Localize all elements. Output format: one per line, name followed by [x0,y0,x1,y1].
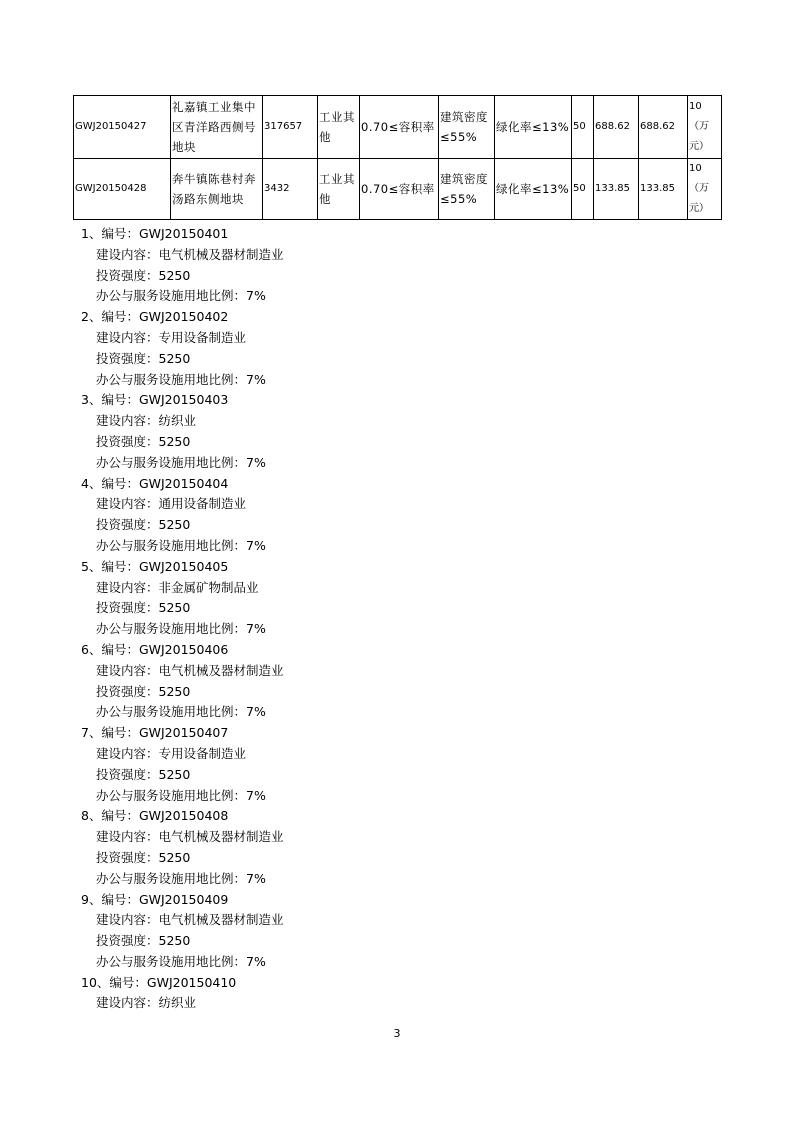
plot-use-cell: 工业其他 [318,96,360,159]
item-content: 建设内容：电气机械及器材制造业 [96,246,284,262]
plot-years-cell: 50 [572,96,594,159]
item-number: 7、编号：GWJ20150407 [81,725,229,741]
item-intensity: 投资强度：5250 [96,766,191,782]
plot-id-cell: GWJ20150428 [74,159,171,220]
item-intensity: 投资强度：5250 [96,433,191,449]
item-intensity: 投资强度：5250 [96,849,191,865]
item-intensity: 投资强度：5250 [96,933,191,949]
item-number: 9、编号：GWJ20150409 [81,891,229,907]
plot-deposit-cell: 10（万元） [688,159,722,220]
table-row [74,159,722,220]
item-number: 5、编号：GWJ20150405 [81,558,229,574]
plot-location-cell: 奔牛镇陈巷村奔汤路东侧地块 [171,159,263,220]
item-intensity: 投资强度：5250 [96,600,191,616]
item-content: 建设内容：纺织业 [96,413,197,429]
item-content: 建设内容：电气机械及器材制造业 [96,912,284,928]
plot-area-cell: 317657 [263,96,318,159]
item-ratio: 办公与服务设施用地比例：7% [96,288,266,304]
item-content: 建设内容：非金属矿物制品业 [96,579,259,595]
plot-density-cell: 建筑密度≤55% [439,96,495,159]
item-number: 8、编号：GWJ20150408 [81,808,229,824]
plot-id-cell: GWJ20150427 [74,96,171,159]
item-ratio: 办公与服务设施用地比例：7% [96,953,266,969]
item-number: 4、编号：GWJ20150404 [81,475,229,491]
item-content: 建设内容：电气机械及器材制造业 [96,662,284,678]
item-ratio: 办公与服务设施用地比例：7% [96,787,266,803]
item-content: 建设内容：专用设备制造业 [96,329,247,345]
item-intensity: 投资强度：5250 [96,517,191,533]
plot-requirements-list [0,224,794,1014]
item-ratio: 办公与服务设施用地比例：7% [96,537,266,553]
item-number: 1、编号：GWJ20150401 [81,226,229,241]
item-intensity: 投资强度：5250 [96,350,191,366]
plot-price2-cell: 133.85 [639,159,688,220]
item-content: 建设内容：专用设备制造业 [96,745,247,761]
plot-density-cell: 建筑密度≤55% [439,159,495,220]
plot-use-cell: 工业其他 [318,159,360,220]
item-number: 2、编号：GWJ20150402 [81,309,229,325]
plot-location-cell: 礼嘉镇工业集中区青洋路西侧号地块 [171,96,263,159]
land-plot-table [73,95,722,220]
plot-far-cell: 0.70≤容积率 [360,96,439,159]
item-number: 3、编号：GWJ20150403 [81,392,229,408]
plot-deposit-cell: 10（万元） [688,96,722,159]
item-intensity: 投资强度：5250 [96,683,191,699]
item-ratio: 办公与服务设施用地比例：7% [96,870,266,886]
item-number: 6、编号：GWJ20150406 [81,641,229,657]
plot-green-cell: 绿化率≤13% [495,96,572,159]
plot-area-cell: 3432 [263,159,318,220]
plot-far-cell: 0.70≤容积率 [360,159,439,220]
plot-price1-cell: 688.62 [594,96,639,159]
item-content: 建设内容：纺织业 [96,995,197,1011]
item-ratio: 办公与服务设施用地比例：7% [96,371,266,387]
plot-price1-cell: 133.85 [594,159,639,220]
page-number: 3 [393,1027,401,1040]
plot-price2-cell: 688.62 [639,96,688,159]
item-number: 10、编号：GWJ20150410 [81,974,237,990]
table-row [74,96,722,159]
item-ratio: 办公与服务设施用地比例：7% [96,704,266,720]
plot-years-cell: 50 [572,159,594,220]
item-intensity: 投资强度：5250 [96,267,191,283]
item-ratio: 办公与服务设施用地比例：7% [96,621,266,637]
item-content: 建设内容：通用设备制造业 [96,496,247,512]
item-content: 建设内容：电气机械及器材制造业 [96,829,284,845]
item-ratio: 办公与服务设施用地比例：7% [96,454,266,470]
plot-green-cell: 绿化率≤13% [495,159,572,220]
